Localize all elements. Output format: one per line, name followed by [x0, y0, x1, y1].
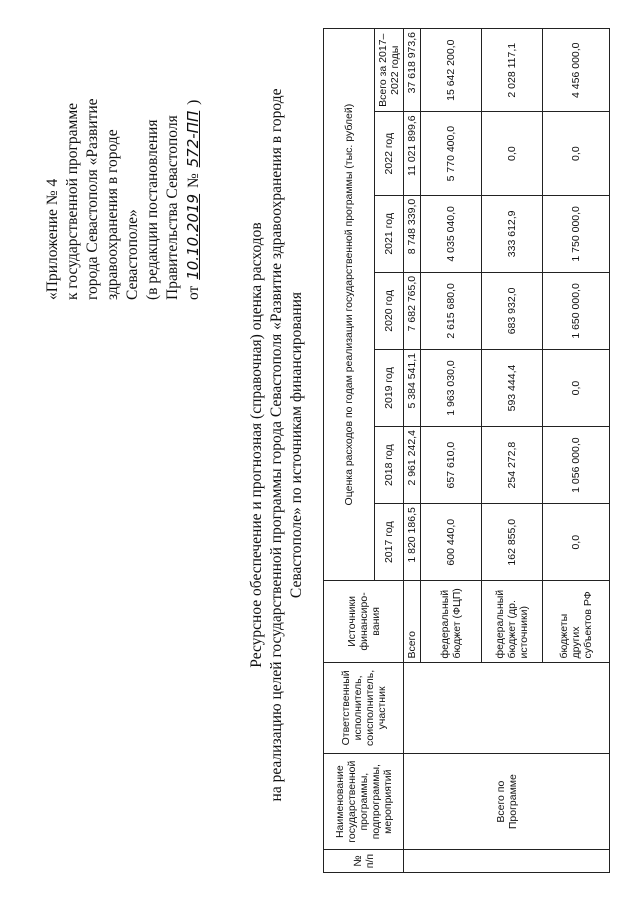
value-cell: 8 748 339,0 [404, 195, 421, 272]
row-num-cell [404, 850, 610, 873]
title-line: Ресурсное обеспечение и прогнозная (справочная) оценка расходов [248, 222, 265, 668]
value-cell: 254 272,8 [482, 427, 543, 504]
value-cell: 4 035 040,0 [421, 195, 482, 272]
value-cell: 1 963 030,0 [421, 349, 482, 426]
header-year: 2018 год [375, 427, 404, 504]
value-cell: 0,0 [543, 112, 610, 195]
appendix-line: Севастополе» [124, 209, 141, 300]
value-cell: 657 610,0 [421, 427, 482, 504]
total-cell: 4 456 000,0 [543, 29, 610, 112]
header-executor: Ответственный исполнитель, соисполнитель, участник [324, 662, 404, 754]
appendix-line: Правительства Севастополя [164, 115, 181, 300]
source-cell: федеральный бюджет (ФЦП) [421, 581, 482, 662]
appendix-line: города Севастополя «Развитие [84, 98, 101, 300]
number-prefix: № [185, 173, 202, 189]
appendix-date-line [183, 25, 204, 300]
source-cell: бюджеты других субъектов РФ [543, 581, 610, 662]
value-cell: 0,0 [482, 112, 543, 195]
rotated-content [15, 25, 615, 885]
value-cell: 1 056 000,0 [543, 427, 610, 504]
header-total: Всего за 2017–2022 годы [375, 29, 404, 112]
funding-table [323, 28, 610, 873]
value-cell: 5 770 400,0 [421, 112, 482, 195]
value-cell: 0,0 [543, 504, 610, 581]
appendix-line: к государственной программе [64, 102, 81, 300]
header-year: 2017 год [375, 504, 404, 581]
value-cell: 0,0 [543, 349, 610, 426]
appendix-line: здравоохранения в городе [104, 129, 121, 300]
header-year: 2021 год [375, 195, 404, 272]
date-prefix: от [185, 285, 202, 300]
handwritten-date: 10.10.2019 [184, 193, 202, 280]
value-cell: 2 961 242,4 [404, 427, 421, 504]
total-cell: 37 618 973,6 [404, 29, 421, 112]
value-cell: 2 615 680,0 [421, 272, 482, 349]
total-cell: 15 642 200,0 [421, 29, 482, 112]
title-line: Севастополе» по источникам финансирования [288, 291, 305, 599]
program-name-cell: Всего по Программе [404, 754, 610, 850]
value-cell: 5 384 541,1 [404, 349, 421, 426]
value-cell: 600 440,0 [421, 504, 482, 581]
value-cell: 593 444,4 [482, 349, 543, 426]
value-cell: 1 650 000,0 [543, 272, 610, 349]
source-cell: федеральный бюджет (др. источники) [482, 581, 543, 662]
source-cell: Всего [404, 581, 421, 662]
value-cell: 11 021 899,6 [404, 112, 421, 195]
appendix-block [43, 25, 204, 300]
header-year: 2022 год [375, 112, 404, 195]
header-estimate: Оценка расходов по годам реализации государственной программы (тыс. рублей) [324, 29, 375, 581]
value-cell: 683 932,0 [482, 272, 543, 349]
header-name: Наименование государственной программы, подпрограммы, мероприятий [324, 754, 404, 850]
header-year: 2019 год [375, 349, 404, 426]
document-title [247, 25, 307, 865]
value-cell: 7 682 765,0 [404, 272, 421, 349]
appendix-line: «Приложение № 4 [44, 178, 61, 300]
executor-cell [404, 662, 610, 754]
handwritten-number: 572-ПП [184, 110, 202, 168]
value-cell: 1 750 000,0 [543, 195, 610, 272]
header-num: № п/п [324, 850, 404, 873]
value-cell: 333 612,9 [482, 195, 543, 272]
value-cell: 1 820 186,5 [404, 504, 421, 581]
closing-paren: ) [185, 99, 202, 105]
value-cell: 162 855,0 [482, 504, 543, 581]
header-source: Источники финансиро-вания [324, 581, 404, 662]
title-line: на реализацию целей государственной программы города Севастополя «Развитие здравоохранения в городе [268, 88, 285, 802]
total-cell: 2 028 117,1 [482, 29, 543, 112]
appendix-line: (в редакции постановления [144, 119, 161, 300]
table-row [404, 29, 421, 873]
header-year: 2020 год [375, 272, 404, 349]
